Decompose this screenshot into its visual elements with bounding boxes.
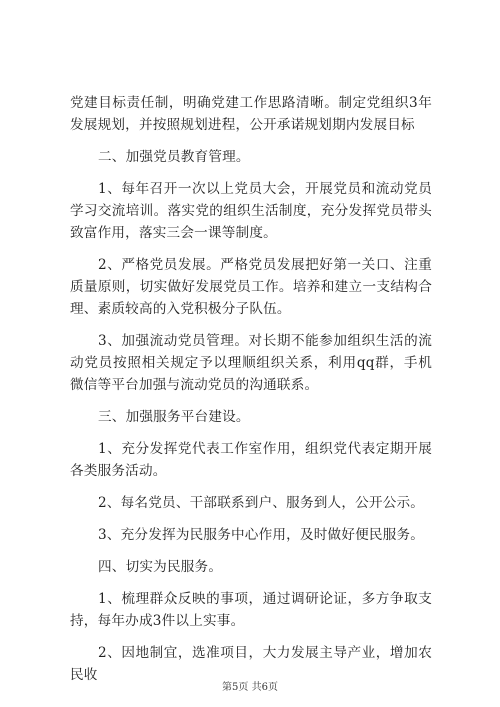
paragraph-representative-office: 1、充分发挥党代表工作室作用，组织党代表定期开展各类服务活动。 (70, 441, 432, 479)
paragraph-industry-development: 2、因地制宜，选准项目，大力发展主导产业，增加农民收 (70, 645, 432, 683)
paragraph-cadre-contact: 2、每名党员、干部联系到户、服务到人，公开公示。 (98, 495, 425, 511)
paragraph-mobile-members: 3、加强流动党员管理。对长期不能参加组织生活的流动党员按照相关规定予以理顺组织关系，利用qq群，手机微信等平台加强与流动党员的沟通联系。 (70, 333, 432, 393)
paragraph-member-development: 2、严格党员发展。严格党员发展把好第一关口、注重质量原则，切实做好发展党员工作。培养和建立一支结构合理、素质较高的入党积极分子队伍。 (70, 257, 432, 317)
paragraph-continuation: 党建目标责任制，明确党建工作思路清晰。制定党组织3年发展规划，并按照规划进程，公开承诺规划期内发展目标 (70, 95, 432, 133)
paragraph-practical-matters: 1、梳理群众反映的事项，通过调研论证，多方争取支持，每年办成3件以上实事。 (70, 591, 432, 629)
document-body (70, 92, 432, 686)
section-heading-serve-people: 四、切实为民服务。 (98, 559, 223, 575)
page-number: 第5页 共6页 (222, 682, 278, 693)
section-heading-party-member-education: 二、加强党员教育管理。 (98, 149, 250, 165)
paragraph-service-center: 3、充分发挥为民服务中心作用，及时做好便民服务。 (98, 527, 425, 543)
page-footer (0, 682, 500, 694)
paragraph-party-congress: 1、每年召开一次以上党员大会，开展党员和流动党员学习交流培训。落实党的组织生活制度，充分发挥党员带头致富作用，落实三会一课等制度。 (70, 181, 432, 241)
section-heading-service-platform: 三、加强服务平台建设。 (98, 409, 250, 425)
